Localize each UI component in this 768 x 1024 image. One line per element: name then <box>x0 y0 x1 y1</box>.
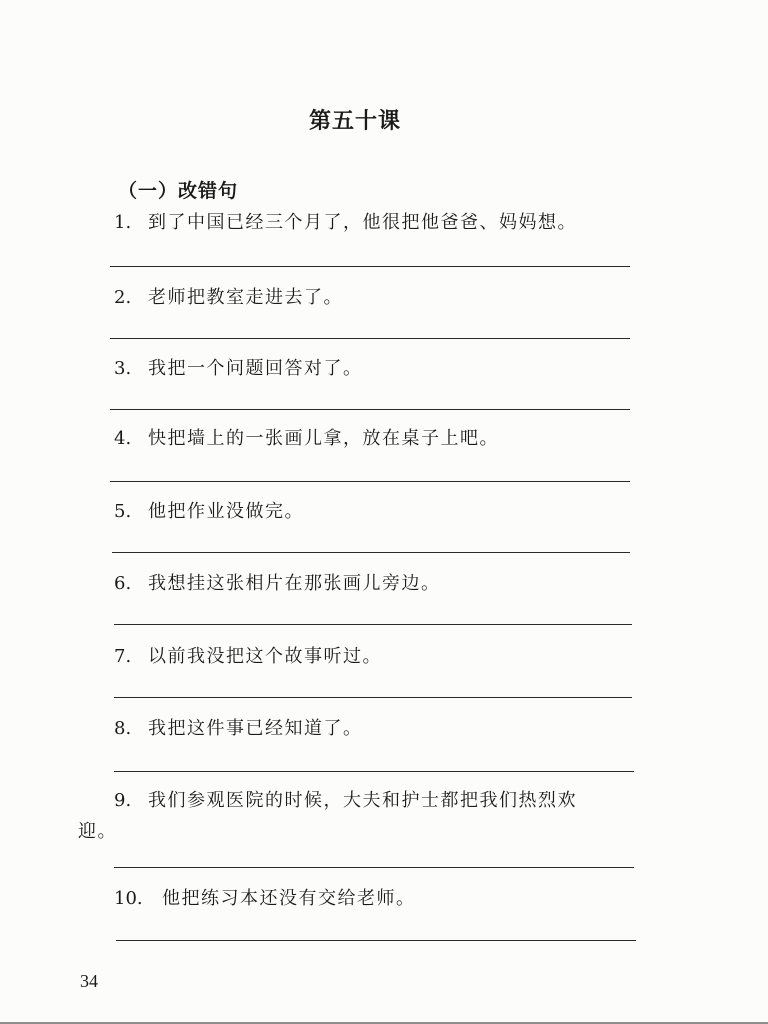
exercise-item <box>114 569 654 599</box>
item-text: 以前我没把这个故事听过。 <box>148 646 382 667</box>
item-number: 3. <box>114 358 132 379</box>
answer-line[interactable] <box>112 552 630 553</box>
item-text: 我们参观医院的时候，大夫和护士都把我们热烈欢 <box>148 790 577 811</box>
answer-line[interactable] <box>114 697 632 698</box>
exercise-item <box>114 283 654 313</box>
item-text: 老师把教室走进去了。 <box>148 287 343 308</box>
item-number: 9. <box>114 790 132 811</box>
exercise-item <box>114 714 654 744</box>
item-number: 10. <box>114 888 143 909</box>
item-text: 我把这件事已经知道了。 <box>148 718 363 739</box>
exercise-item <box>114 424 654 454</box>
exercise-item <box>114 642 654 672</box>
item-text: 我想挂这张相片在那张画儿旁边。 <box>148 573 441 594</box>
answer-line[interactable] <box>114 624 632 625</box>
answer-line[interactable] <box>114 867 634 868</box>
lesson-title: 第五十课 <box>308 108 401 134</box>
answer-line[interactable] <box>110 338 630 339</box>
page-number: 34 <box>80 971 98 991</box>
answer-line[interactable] <box>114 771 634 772</box>
exercise-item <box>114 786 674 816</box>
item-text: 我把一个问题回答对了。 <box>148 358 363 379</box>
answer-line[interactable] <box>110 481 630 482</box>
exercise-item <box>114 208 654 238</box>
exercise-item <box>114 497 654 527</box>
item-text: 到了中国已经三个月了，他很把他爸爸、妈妈想。 <box>148 212 577 233</box>
section-heading: （一）改错句 <box>118 180 239 202</box>
item-number: 5. <box>114 501 132 522</box>
item-number: 7. <box>114 646 132 667</box>
answer-line[interactable] <box>110 409 630 410</box>
exercise-item <box>114 354 654 384</box>
item-number: 1. <box>114 212 132 233</box>
item-number: 4. <box>114 428 132 449</box>
item-text-continuation: 迎。 <box>78 821 117 842</box>
item-text: 他把练习本还没有交给老师。 <box>162 888 416 909</box>
item-number: 2. <box>114 287 132 308</box>
item-text: 他把作业没做完。 <box>148 501 304 522</box>
item-number: 8. <box>114 718 132 739</box>
answer-line[interactable] <box>116 940 636 941</box>
item-text: 快把墙上的一张画儿拿，放在桌子上吧。 <box>148 428 499 449</box>
exercise-item <box>114 884 654 914</box>
answer-line[interactable] <box>110 266 630 267</box>
item-number: 6. <box>114 573 132 594</box>
